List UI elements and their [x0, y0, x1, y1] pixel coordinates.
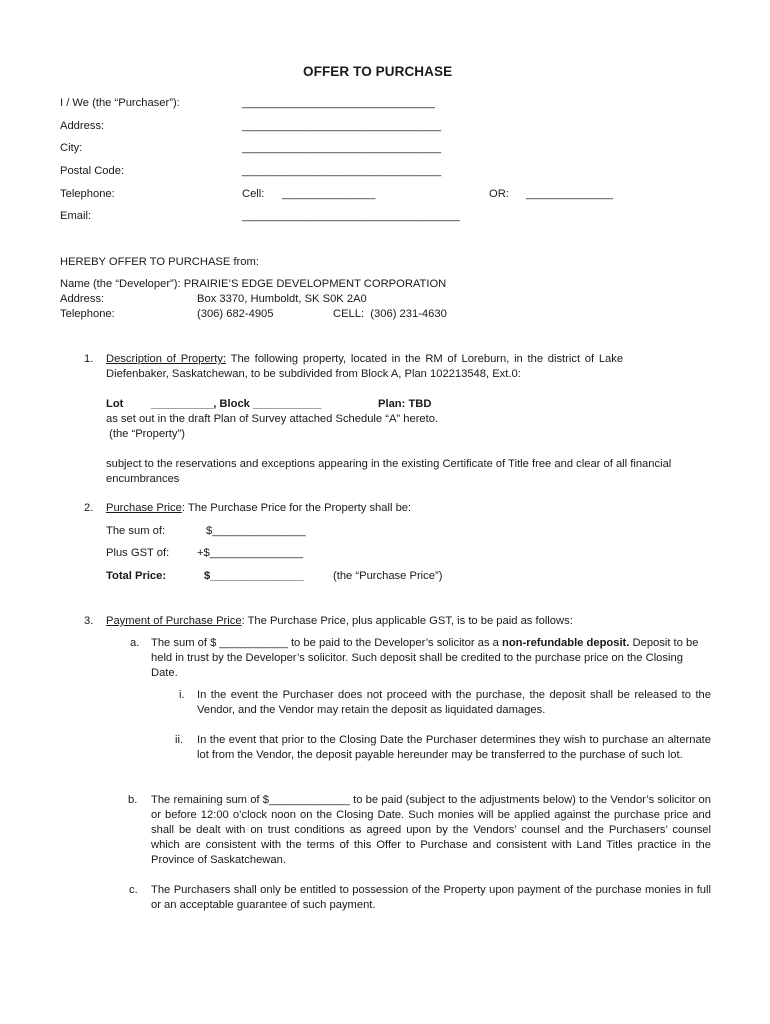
gst-label: Plus GST of: — [106, 547, 170, 559]
sum-label: The sum of: — [106, 525, 166, 537]
developer-address-value: Box 3370, Humboldt, SK S0K 2A0 — [197, 293, 367, 305]
item-i-label: i. — [179, 689, 185, 701]
city-field[interactable]: ________________________________ — [242, 142, 442, 154]
item-c-label: c. — [129, 884, 138, 896]
email-field[interactable]: ___________________________________ — [242, 210, 460, 222]
item-b-text: The remaining sum of $_____________ to be paid (subject to the adjustments below) to the Vendor’s solicitor on or before 12:00 o’clock noon on the Closing Date. Such monies will be applied against the purchase price and shall be dealt with on trust conditions as agreed upon by the Vendors’ counsel and the Purchasers’ counsel which are consistent with the terms of this Offer to Purchase and consistent with Land Titles practice in the Province of Saskatchewan. — [151, 794, 711, 866]
section-2-heading: Purchase Price — [106, 502, 182, 514]
hereby-offer-text: HEREBY OFFER TO PURCHASE from: — [60, 256, 259, 268]
section-3-text: : The Purchase Price, plus applicable GST, is to be paid as follows: — [241, 615, 573, 627]
address-field[interactable]: ________________________________ — [242, 120, 442, 132]
address-label: Address: — [60, 120, 105, 132]
total-price-field[interactable]: $_______________ — [204, 570, 304, 582]
section-2-text: : The Purchase Price for the Property shall be: — [181, 502, 412, 514]
page-title: OFFER TO PURCHASE — [303, 64, 453, 79]
section-3-intro — [106, 614, 573, 629]
developer-address-label: Address: — [60, 293, 105, 305]
postal-code-label: Postal Code: — [60, 165, 125, 177]
item-b-label: b. — [128, 794, 138, 806]
developer-cell-value: CELL: (306) 231-4630 — [333, 308, 447, 320]
cell-label: Cell: — [242, 188, 265, 200]
item-ii-text: In the event that prior to the Closing Date the Purchaser determines they wish to purchase an alternate lot from the Vendor, the deposit payable hereunder may be transferred to the purchase of such lot. — [197, 734, 711, 761]
item-ii-label: ii. — [175, 734, 184, 746]
gst-field[interactable]: +$_______________ — [197, 547, 304, 559]
telephone-label: Telephone: — [60, 188, 115, 200]
section-1-number: 1. — [84, 353, 94, 365]
purchaser-field[interactable]: _______________________________ — [242, 97, 435, 109]
section-1-heading: Description of Property: — [106, 353, 227, 365]
item-a-text-post: Deposit to be held in trust by the Developer’s solicitor. Such deposit shall be credited to the purchase price on the Closing Date. — [151, 637, 699, 679]
total-price-note: (the “Purchase Price”) — [333, 570, 443, 582]
city-label: City: — [60, 142, 83, 154]
total-price-label: Total Price: — [106, 570, 167, 582]
sum-field[interactable]: $_______________ — [206, 525, 306, 537]
item-a-text-pre: The sum of $ ___________ to be paid to the Developer’s solicitor as a — [151, 637, 502, 649]
property-definition: (the “Property”) — [106, 428, 185, 440]
developer-name-line: Name (the “Developer”): PRAIRIE’S EDGE DEVELOPMENT CORPORATION — [60, 278, 447, 290]
email-label: Email: — [60, 210, 92, 222]
developer-telephone-value: (306) 682-4905 — [197, 308, 274, 320]
plan-label: Plan: TBD — [378, 398, 432, 410]
item-i-text: In the event the Purchaser does not proceed with the purchase, the deposit shall be released to the Vendor, and the Vendor may retain the deposit as liquidated damages. — [197, 689, 711, 716]
item-a-label: a. — [130, 637, 140, 649]
section-1-text-1: The following property, located in the RM of Loreburn, in the district of Lake — [226, 353, 624, 365]
item-a-text-bold: non-refundable deposit. — [501, 637, 630, 649]
subject-text: subject to the reservations and exceptions appearing in the existing Certificate of Title free and clear of all financial encumbrances — [106, 458, 672, 485]
section-3-heading: Payment of Purchase Price — [106, 615, 242, 627]
section-3-number: 3. — [84, 615, 94, 627]
section-2-number: 2. — [84, 502, 94, 514]
lot-label: Lot — [106, 398, 124, 410]
section-1-line-1 — [106, 352, 623, 367]
survey-text: as set out in the draft Plan of Survey attached Schedule “A” hereto. — [106, 413, 439, 425]
purchaser-label: I / We (the “Purchaser”): — [60, 97, 180, 109]
postal-code-field[interactable]: ________________________________ — [242, 165, 442, 177]
or-label: OR: — [489, 188, 509, 200]
lot-block-field[interactable]: __________, Block ___________ — [151, 398, 322, 410]
cell-field[interactable]: _______________ — [282, 188, 376, 200]
section-1-line-2: Diefenbaker, Saskatchewan, to be subdivided from Block A, Plan 102213548, Ext.0: — [106, 368, 521, 380]
section-2-intro — [106, 501, 411, 516]
alt-phone-field[interactable]: ______________ — [526, 188, 614, 200]
item-a-text — [151, 636, 711, 681]
item-c-text: The Purchasers shall only be entitled to possession of the Property upon payment of the purchase monies in full or an acceptable guarantee of such payment. — [151, 884, 711, 911]
developer-telephone-label: Telephone: — [60, 308, 115, 320]
